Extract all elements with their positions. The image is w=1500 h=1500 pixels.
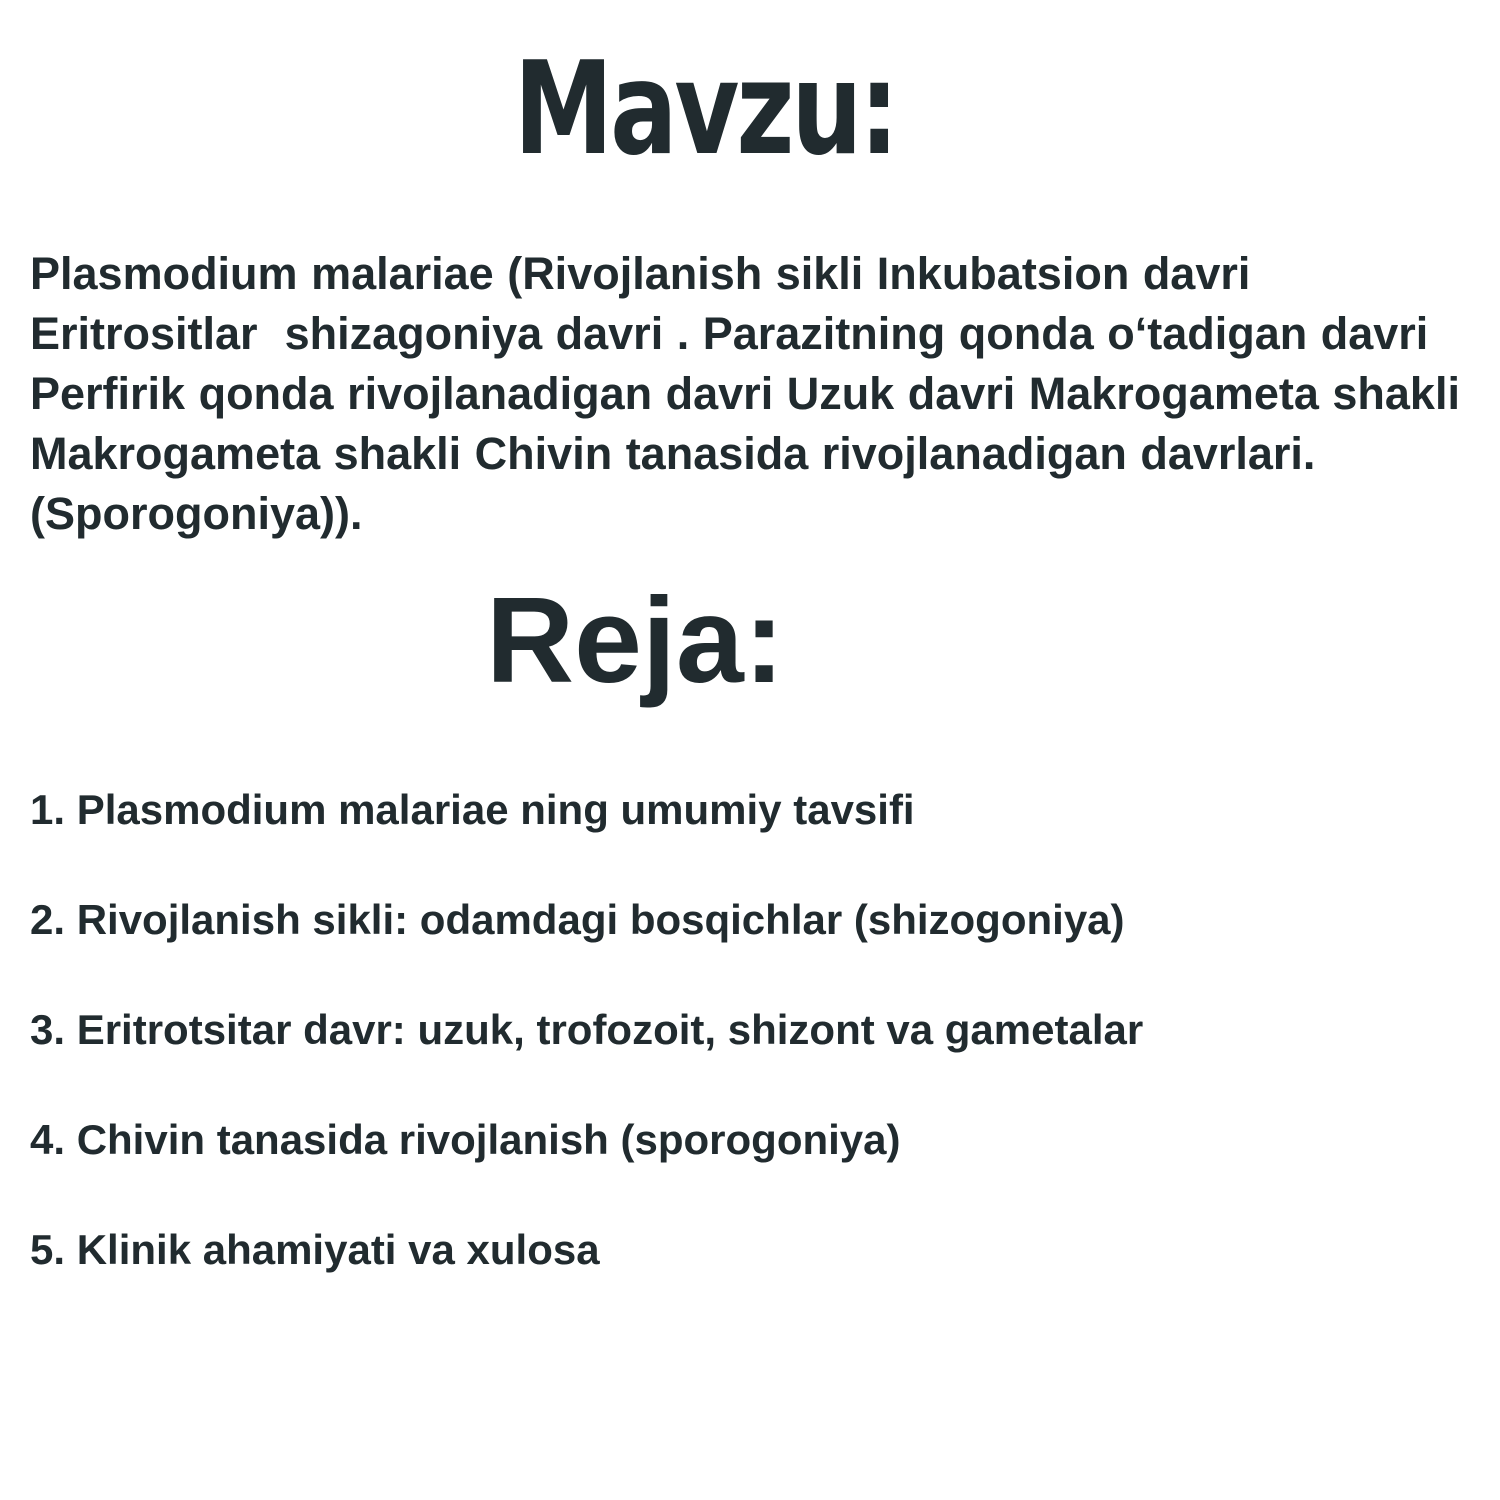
topic-description: Plasmodium malariae (Rivojlanish sikli Inkubatsion davri Eritrositlar shizagoniya davri . Parazitning qonda o‘tadigan davri Perfirik qonda rivojlanadigan davri Uzuk davri Makrogameta shakli Makrogameta shakli Chivin tanasida rivojlanadigan davrlari. (Sporogoniya)). — [30, 248, 1474, 539]
plan-list — [30, 780, 1143, 1330]
topic-heading: Mavzu: — [513, 35, 897, 184]
plan-item-2: 2. Rivojlanish sikli: odamdagi bosqichlar (shizogoniya) — [30, 896, 1125, 943]
plan-item-1: 1. Plasmodium malariae ning umumiy tavsifi — [30, 786, 915, 833]
plan-item-4: 4. Chivin tanasida rivojlanish (sporogoniya) — [30, 1116, 901, 1163]
plan-item-5: 5. Klinik ahamiyati va xulosa — [30, 1226, 600, 1273]
plan-item-3: 3. Eritrotsitar davr: uzuk, trofozoit, shizont va gametalar — [30, 1006, 1144, 1053]
plan-heading: Reja: — [486, 572, 785, 708]
